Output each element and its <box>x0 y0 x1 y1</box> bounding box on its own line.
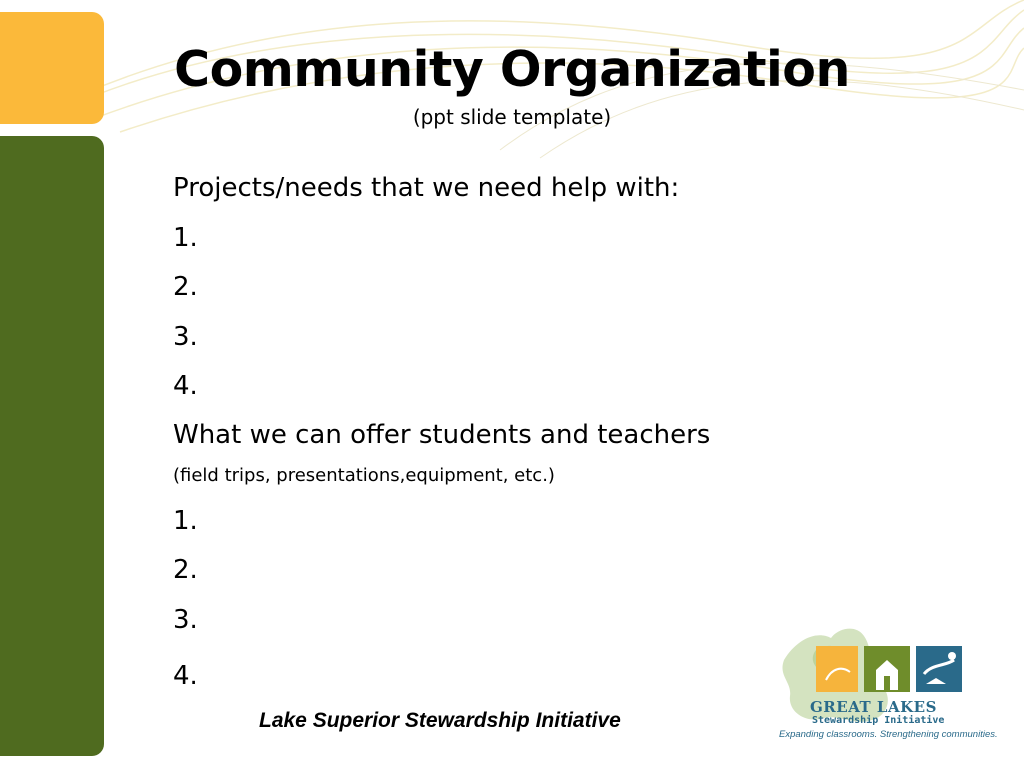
projects-heading: Projects/needs that we need help with: <box>173 173 680 203</box>
green-accent-bar <box>0 136 104 756</box>
logo-great-lakes-text: GREAT LAKES <box>810 698 937 716</box>
logo-tagline: Expanding classrooms. Strengthening communities. <box>779 729 998 740</box>
offer-item-3: 3. <box>173 605 198 635</box>
offer-heading: What we can offer students and teachers <box>173 420 711 450</box>
projects-item-3: 3. <box>173 322 198 352</box>
offer-examples-note: (field trips, presentations,equipment, etc.) <box>173 465 555 486</box>
offer-item-2: 2. <box>173 555 198 585</box>
offer-item-1: 1. <box>173 506 198 536</box>
offer-item-4: 4. <box>173 661 198 691</box>
logo-stewardship-text: Stewardship Initiative <box>812 715 945 726</box>
projects-item-2: 2. <box>173 272 198 302</box>
slide-title: Community Organization <box>174 41 850 98</box>
projects-item-1: 1. <box>173 223 198 253</box>
projects-item-4: 4. <box>173 371 198 401</box>
footer-organization-name: Lake Superior Stewardship Initiative <box>259 709 621 732</box>
great-lakes-stewardship-logo <box>776 620 1008 748</box>
slide-subtitle: (ppt slide template) <box>412 105 612 129</box>
